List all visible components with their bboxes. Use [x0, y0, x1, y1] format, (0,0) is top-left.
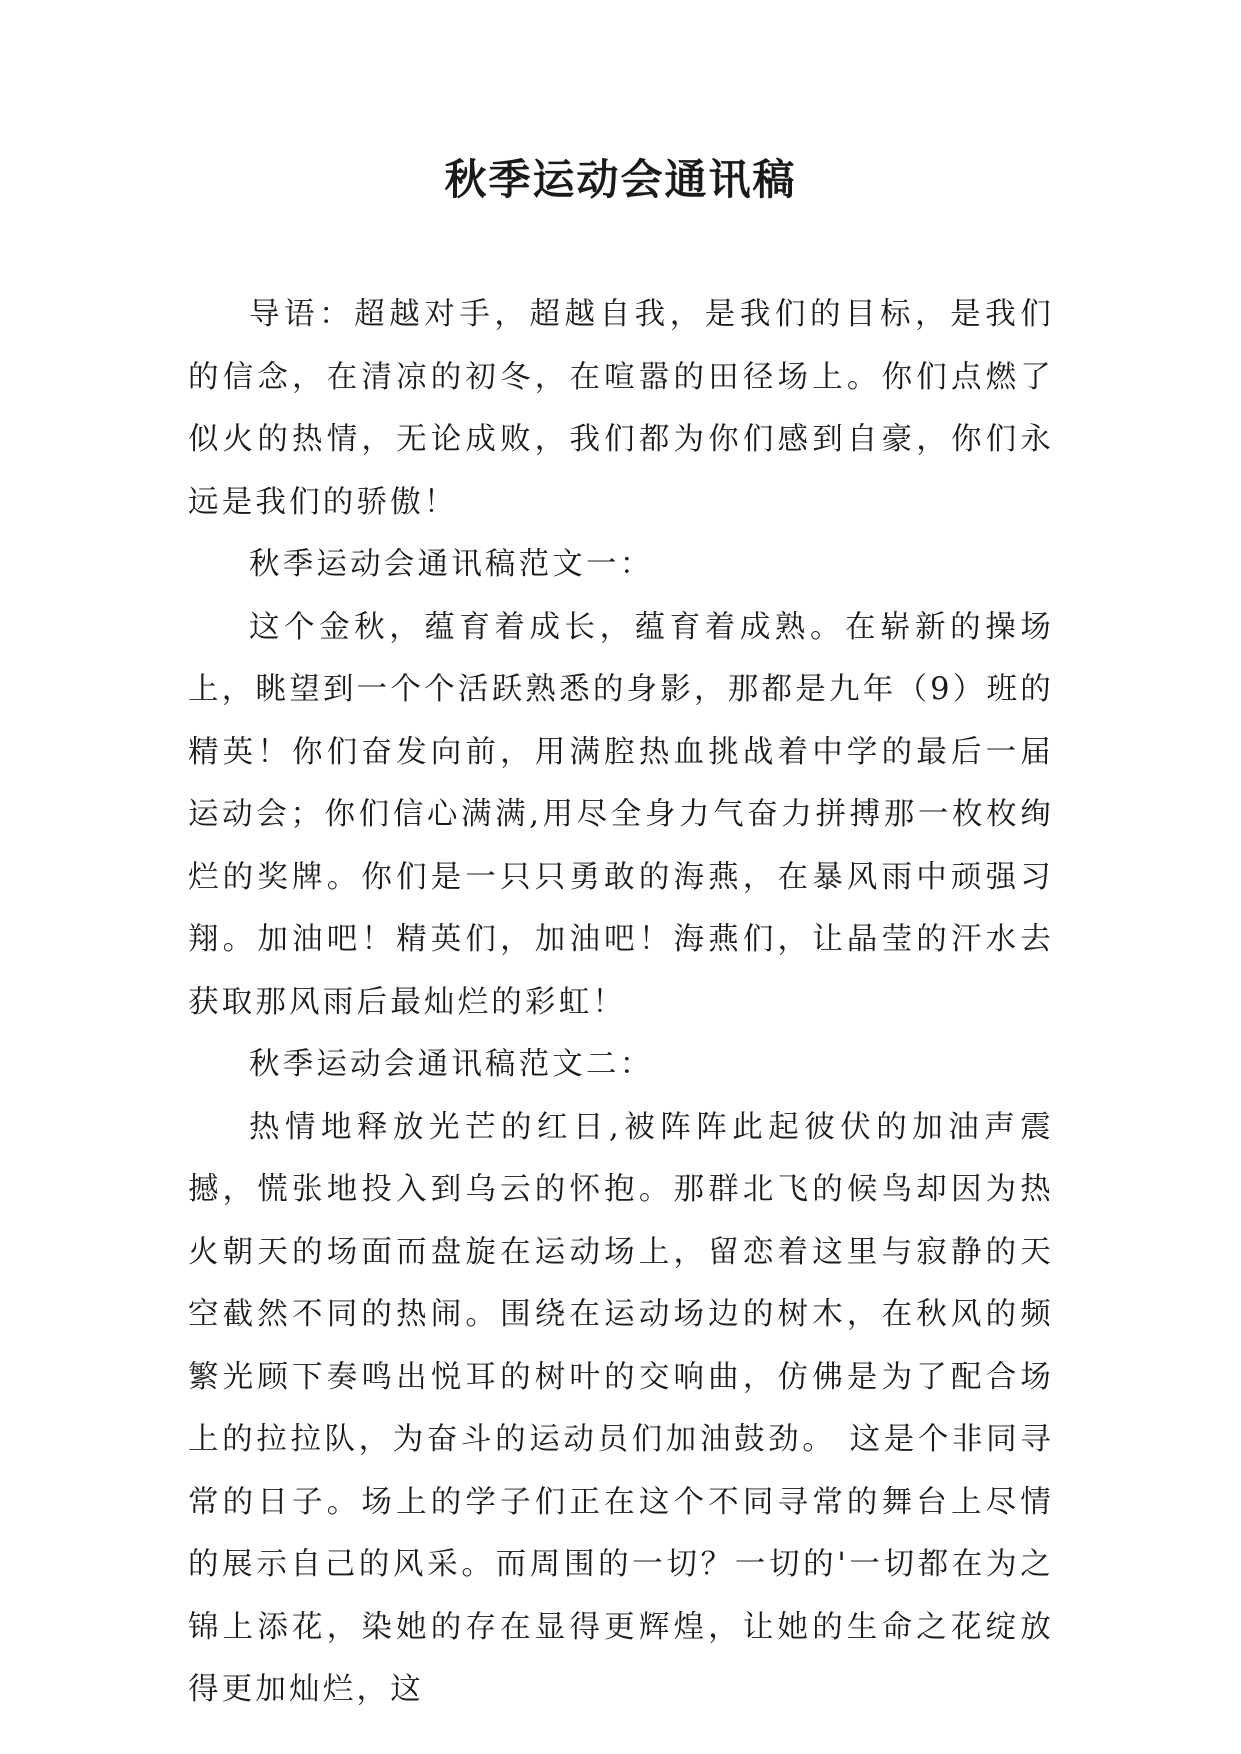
- document-title: 秋季运动会通讯稿: [444, 155, 797, 204]
- section-heading-1: 秋季运动会通讯稿范文一：: [249, 547, 654, 582]
- body-paragraph-2: 热情地释放光芒的红日,被阵阵此起彼伏的加油声震撼，慌张地投入到乌云的怀抱。那群北飞的候鸟却因为热火朝天的场面而盘旋在运动场上，留恋着这里与寂静的天空截然不同的热闹。围绕在运动场边的树木，在秋风的频繁光顾下奏鸣出悦耳的树叶的交响曲，仿佛是为了配合场上的拉拉队，为奋斗的运动员们加油鼓劲。 这是个非同寻常的日子。场上的学子们正在这个不同寻常的舞台上尽情的展示自己的风采。而周围的一切？一切的'一切都在为之锦上添花，染她的存在显得更辉煌，让她的生命之花绽放得更加灿烂，这: [188, 1109, 1054, 1707]
- body-paragraph-1: 这个金秋，蕴育着成长，蕴育着成熟。在崭新的操场上，眺望到一个个活跃熟悉的身影，那都是九年（9）班的精英！你们奋发向前，用满腔热血挑战着中学的最后一届运动会；你们信心满满,用尽全身力气奋力拼搏那一枚枚绚烂的奖牌。你们是一只只勇敢的海燕，在暴风雨中顽强习翔。加油吧！精英们，加油吧！海燕们，让晶莹的汗水去获取那风雨后最灿烂的彩虹！: [188, 609, 1054, 1020]
- intro-paragraph: 导语：超越对手，超越自我，是我们的目标，是我们的信念，在清凉的初冬，在喧嚣的田径场上。你们点燃了似火的热情，无论成败，我们都为你们感到自豪，你们永远是我们的骄傲！: [188, 297, 1054, 520]
- section-heading-2: 秋季运动会通讯稿范文二：: [249, 1047, 654, 1082]
- document-body: [188, 284, 1054, 1722]
